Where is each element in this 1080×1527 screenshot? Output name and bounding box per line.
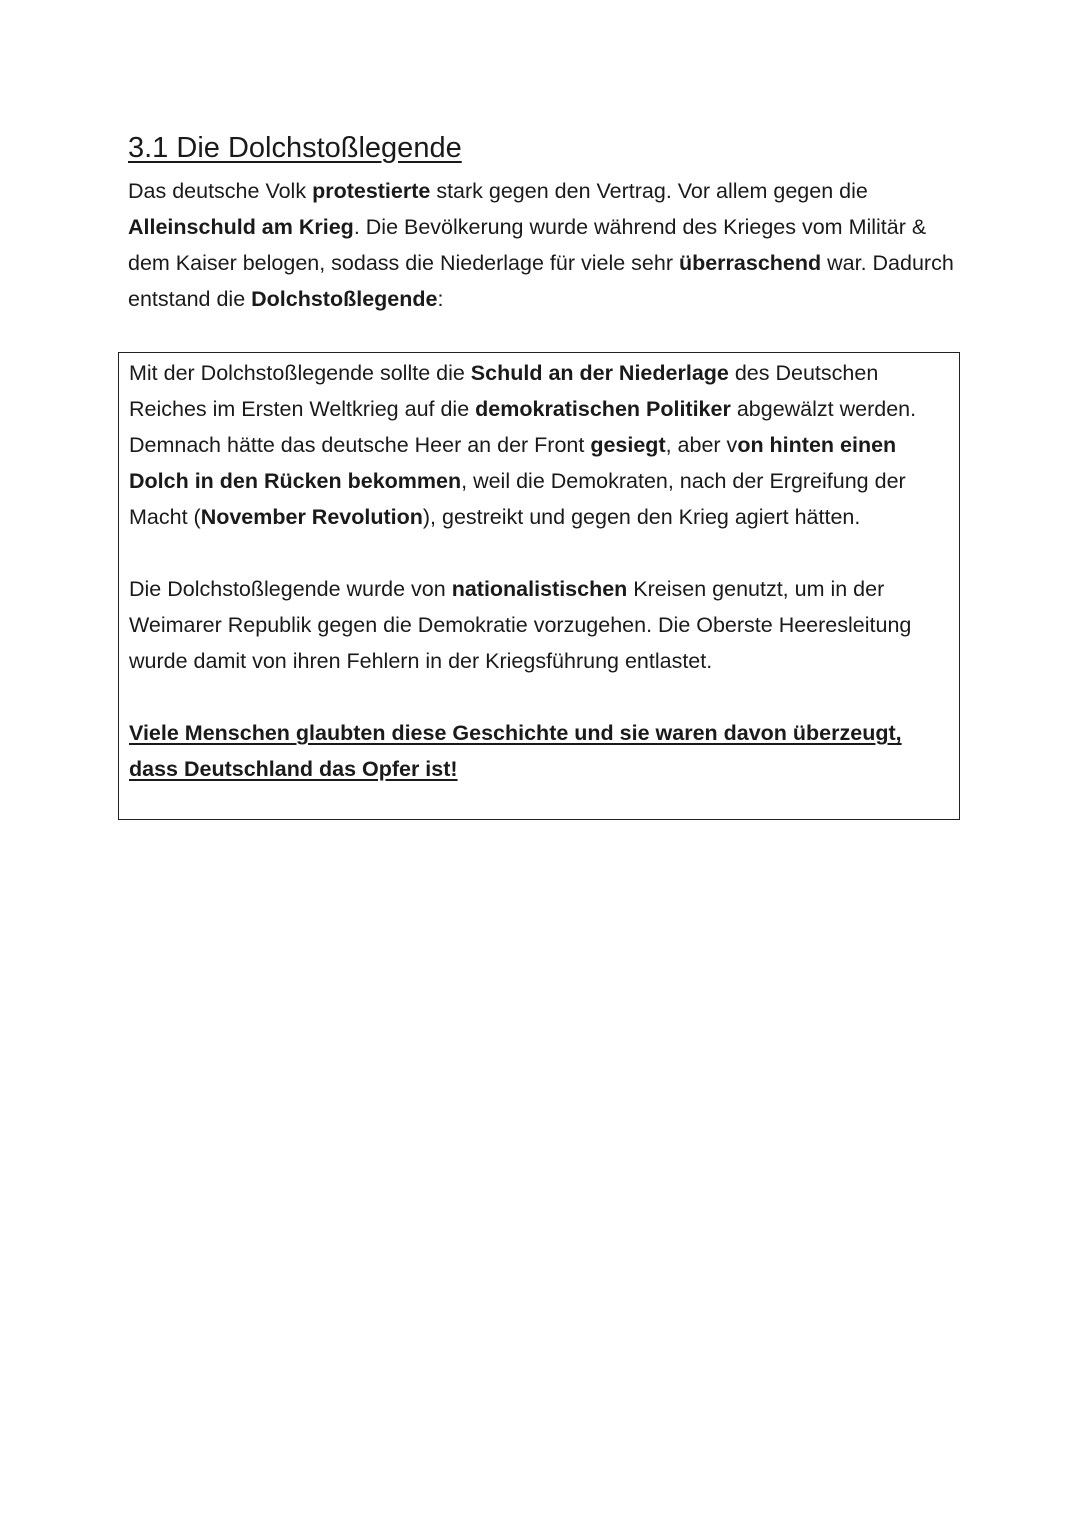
box-callout: Viele Menschen glaubten diese Geschichte und sie waren davon überzeugt, dass Deutschland das Opfer ist! bbox=[129, 721, 902, 781]
box-paragraph-2: Die Dolchstoßlegende wurde von nationalistischen Kreisen genutzt, um in der Weimarer Republik gegen die Demokratie vorzugehen. Die Oberste Heeresleitung wurde damit von ihren Fehlern in der Kriegsführung entlastet. bbox=[129, 577, 912, 673]
bold-phrase: Alleinschuld am Krieg bbox=[128, 215, 354, 239]
bold-phrase: demokratischen Politiker bbox=[475, 397, 731, 421]
bold-phrase: Schuld an der Niederlage bbox=[470, 361, 729, 385]
bold-phrase: protestierte bbox=[312, 179, 431, 203]
box-paragraph-1: Mit der Dolchstoßlegende sollte die Schuld an der Niederlage des Deutschen Reiches im Ersten Weltkrieg auf die demokratischen Politiker abgewälzt werden. Demnach hätte das deutsche Heer an der Front gesiegt, aber von hinten einen Dolch in den Rücken bekommen, weil die Demokraten, nach der Ergreifung der Macht (November Revolution), gestreikt und gegen den Krieg agiert hätten. bbox=[129, 361, 917, 529]
bold-phrase: gesiegt bbox=[590, 433, 666, 457]
section-heading: 3.1 Die Dolchstoßlegende bbox=[128, 132, 462, 164]
bold-phrase: on hinten einen Dolch in den Rücken bekommen bbox=[129, 433, 897, 493]
intro-paragraph: Das deutsche Volk protestierte stark gegen den Vertrag. Vor allem gegen die Alleinschuld am Krieg. Die Bevölkerung wurde während des Krieges vom Militär & dem Kaiser belogen, sodass die Niederlage für viele sehr überraschend war. Dadurch entstand die Dolchstoßlegende: bbox=[128, 179, 954, 311]
bold-phrase: Dolchstoßlegende bbox=[251, 287, 438, 311]
bold-phrase: November Revolution bbox=[200, 505, 423, 529]
bold-phrase: überraschend bbox=[678, 251, 822, 275]
info-box bbox=[118, 352, 960, 820]
bold-phrase: nationalistischen bbox=[451, 577, 628, 601]
